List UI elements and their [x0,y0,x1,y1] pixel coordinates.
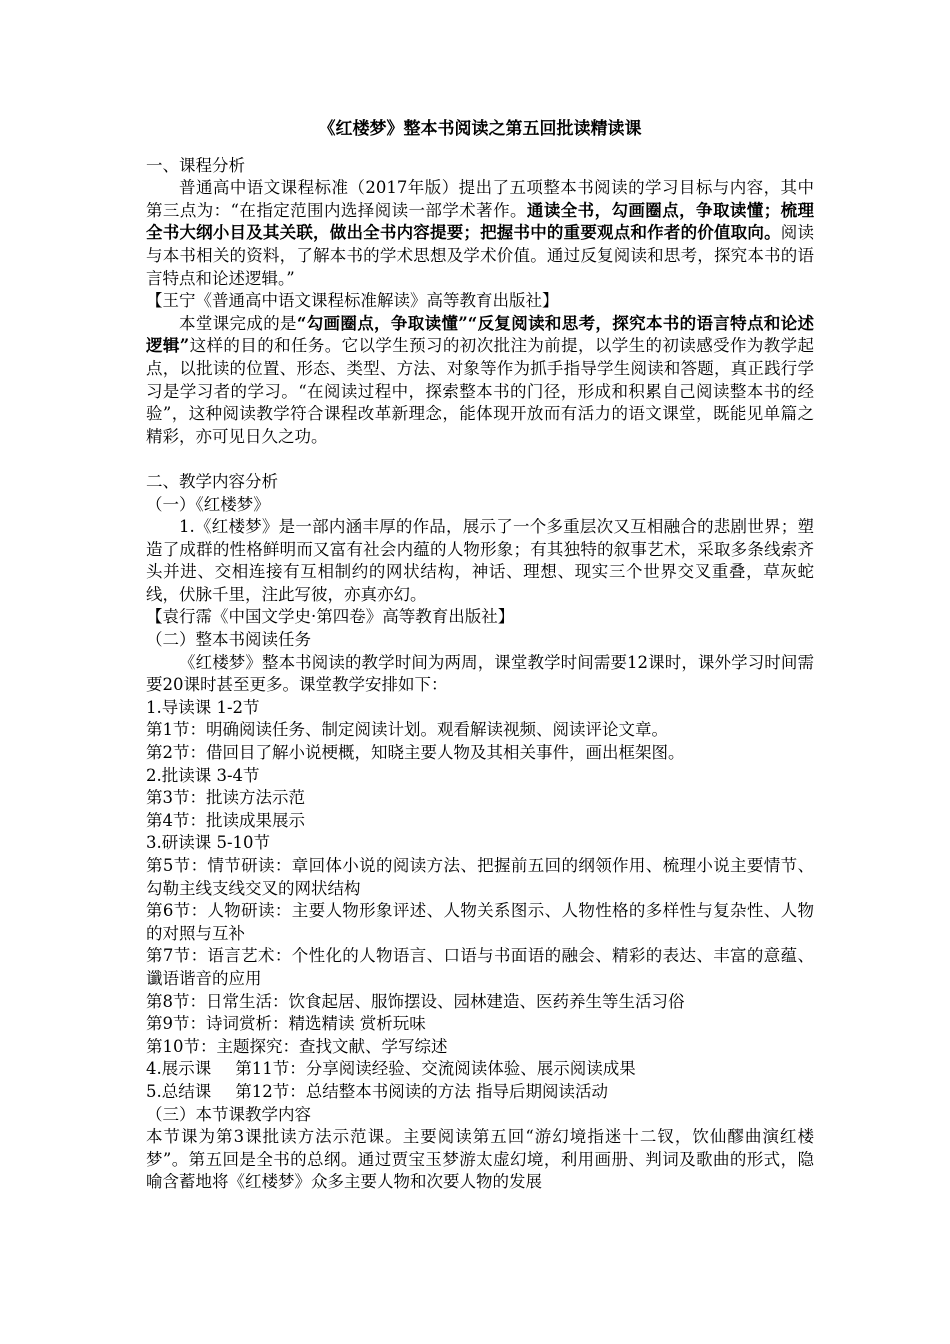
schedule-line: 第6节：人物研读：主要人物形象评述、人物关系图示、人物性格的多样性与复杂性、人物的对照与互补 [146,901,814,943]
schedule-line-summary [146,1081,814,1104]
schedule-line: 3.研读课 5-10节 [146,833,271,853]
paragraph-text: 本堂课完成的是 [179,313,297,333]
document-body [146,118,814,1194]
schedule-line: 2.批读课 3-4节 [146,765,260,785]
paragraph-text: 阅读与本书相关的资料，了解本书的学术思想及学术价值。通过反复阅读和思考，探究本书的语言特点和论述逻辑。” [146,223,815,288]
document-title: 《红楼梦》整本书阅读之第五回批读精读课 [318,119,642,139]
section-heading-content-analysis: 二、教学内容分析 [146,471,278,491]
paragraph-lesson-goal [146,313,814,449]
paragraph-curriculum-standard [146,177,814,290]
paragraph-text: 普通高中语文课程标准（2017年版）提出了五项整本书阅读的学习目标与内容，其中第三点为：“在指定范围内选择阅读一部学术著作。 [146,178,814,220]
schedule-detail: 第11节：分享阅读经验、交流阅读体验、展示阅读成果 [235,1059,636,1079]
source-citation: 【袁行霈《中国文学史·第四卷》高等教育出版社】 [146,607,515,627]
source-citation: 【王宁《普通高中语文课程标准解读》高等教育出版社】 [146,291,559,311]
paragraph-lesson-content: 本节课为第3课批读方法示范课。主要阅读第五回“游幻境指迷十二钗，饮仙醪曲演红楼梦”。第五回是全书的总纲。通过贾宝玉梦游太虚幻境，利用画册、判词及歌曲的形式，隐喻含蓄地将《红楼梦》众多主要人物和次要人物的发展 [146,1127,814,1192]
section-heading-course-analysis: 一、课程分析 [146,155,245,175]
subheading-lesson-content: （三）本节课教学内容 [146,1104,311,1124]
schedule-label: 5.总结课 [146,1081,212,1101]
schedule-line: 第8节：日常生活：饮食起居、服饰摆设、园林建造、医药养生等生活习俗 [146,991,685,1011]
blank-line [146,448,814,471]
paragraph-schedule-intro: 《红楼梦》整本书阅读的教学时间为两周，课堂教学时间需要12课时，课外学习时间需要20课时甚至更多。课堂教学安排如下： [146,652,814,695]
schedule-detail: 第12节：总结整本书阅读的方法 指导后期阅读活动 [235,1081,608,1101]
schedule-line: 第9节：诗词赏析：精选精读 赏析玩味 [146,1014,426,1034]
paragraph-bold-text: “勾画圈点，争取读懂”“反复阅读和思考，探究本书的语言特点和论述逻辑” [146,313,814,356]
schedule-line: 第5节：情节研读：章回体小说的阅读方法、把握前五回的纲领作用、梳理小说主要情节、勾勒主线支线交叉的网状结构 [146,856,814,898]
subheading-hongloumeng: （一）《红楼梦》 [146,494,270,514]
schedule-line: 第4节：批读成果展示 [146,810,305,830]
subheading-reading-task: （二）整本书阅读任务 [146,630,311,650]
schedule-line: 第1节：明确阅读任务、制定阅读计划。观看解读视频、阅读评论文章。 [146,720,668,740]
schedule-line-show [146,1058,814,1081]
schedule-line: 第3节：批读方法示范 [146,788,305,808]
schedule-label: 4.展示课 [146,1059,212,1079]
schedule-line: 第7节：语言艺术：个性化的人物语言、口语与书面语的融会、精彩的表达、丰富的意蕴、谶语谐音的应用 [146,946,814,988]
schedule-line: 第10节：主题探究：查找文献、学写综述 [146,1036,448,1056]
paragraph-novel-description: 1.《红楼梦》是一部内涵丰厚的作品，展示了一个多重层次又互相融合的悲剧世界；塑造了成群的性格鲜明而又富有社会内蕴的人物形象；有其独特的叙事艺术，采取多条线索齐头并进、交相连接有互相制约的网状结构，神话、理想、现实三个世界交叉重叠，草灰蛇线，伏脉千里，注此写彼，亦真亦幻。 [146,517,814,604]
schedule-line: 1.导读课 1-2节 [146,697,260,717]
schedule-line: 第2节：借回目了解小说梗概，知晓主要人物及其相关事件，画出框架图。 [146,743,685,763]
paragraph-bold-text: 通读全书，勾画圈点，争取读懂；梳理全书大纲小目及其关联，做出全书内容提要；把握书中的重要观点和作者的价值取向。 [146,200,815,243]
paragraph-text: 这样的目的和任务。它以学生预习的初次批注为前提，以学生的初读感受作为教学起点，以批读的位置、形态、类型、方法、对象等作为抓手指导学生阅读和答题，真正践行学习是学习者的学习。“在阅读过程中，探索整本书的门径，形成和积累自己阅读整本书的经验”，这种阅读教学符合课程改革新理念，能体现开放而有活力的语文课堂，既能见单篇之精彩，亦可见日久之功。 [146,336,814,446]
